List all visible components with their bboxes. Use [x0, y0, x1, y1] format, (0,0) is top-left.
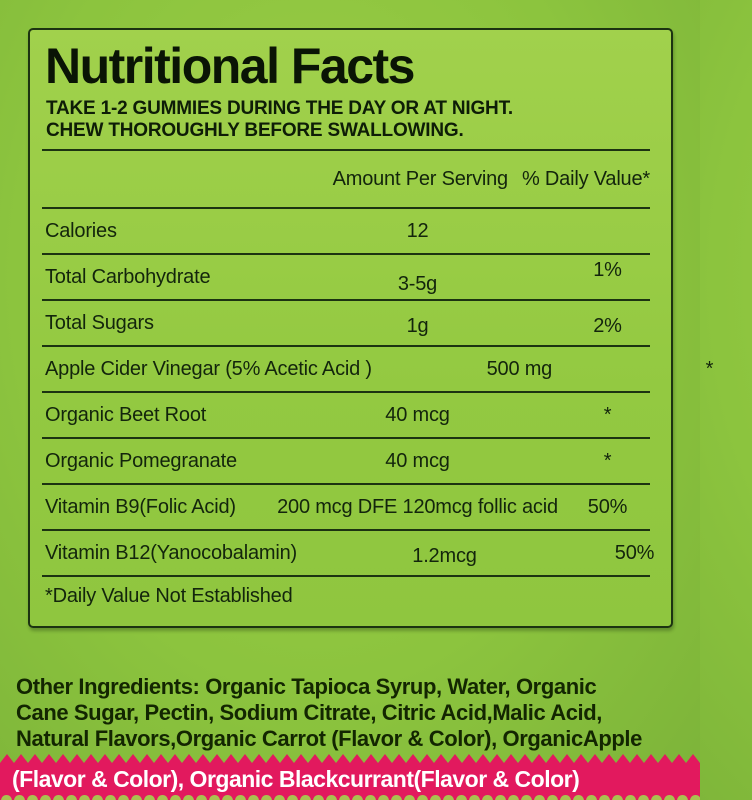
- row-label: Calories: [45, 219, 117, 242]
- panel-title: Nutritional Facts: [45, 38, 414, 94]
- table-row-pomegranate: [42, 437, 650, 483]
- row-label: Total Carbohydrate: [45, 265, 211, 288]
- zigzag-trim-top: [0, 754, 700, 763]
- row-amount: 3-5g: [397, 272, 438, 295]
- table-row-vitamin-b9: [42, 483, 650, 529]
- amount-per-serving-header: Amount Per Serving: [332, 167, 508, 190]
- row-daily-value: 50%: [614, 541, 655, 564]
- row-label: Organic Beet Root: [45, 403, 207, 426]
- pink-ribbon: [0, 763, 700, 800]
- row-amount: 200 mcg DFE 120mcg follic acid: [277, 495, 558, 518]
- table-row-calories: [42, 207, 650, 253]
- row-daily-value: *: [705, 357, 714, 380]
- ingredients-line-2: Cane Sugar, Pectin, Sodium Citrate, Citric Acid,Malic Acid,: [16, 700, 603, 725]
- row-amount: 40 mcg: [385, 449, 450, 472]
- row-amount: 40 mcg: [385, 403, 450, 426]
- table-column-headers: [42, 149, 650, 207]
- row-daily-value: *: [603, 403, 612, 426]
- directions-line-1: TAKE 1-2 GUMMIES DURING THE DAY OR AT NIGHT.: [46, 98, 513, 119]
- ingredients-highlight-line: (Flavor & Color), Organic Blackcurrant(Flavor & Color): [12, 766, 580, 792]
- row-amount: 12: [406, 219, 429, 242]
- nutrition-table: [42, 149, 714, 626]
- row-amount: 1g: [406, 314, 429, 337]
- row-amount: 500 mg: [486, 357, 553, 380]
- row-label: Apple Cider Vinegar (5% Acetic Acid ): [45, 357, 372, 380]
- daily-value-header: % Daily Value*: [521, 167, 650, 190]
- ingredients-line-3: Natural Flavors,Organic Carrot (Flavor & Color), OrganicApple: [16, 726, 642, 751]
- directions-line-2: CHEW THOROUGHLY BEFORE SWALLOWING.: [46, 120, 464, 141]
- table-row-vitamin-b12: [42, 529, 655, 575]
- row-label: Total Sugars: [45, 311, 154, 334]
- table-row-total-sugars: [42, 299, 650, 345]
- nutrition-facts-panel: [28, 28, 714, 628]
- row-amount: 1.2mcg: [412, 544, 477, 567]
- directions: [46, 98, 650, 142]
- row-daily-value: 1%: [593, 258, 622, 281]
- row-daily-value: 2%: [593, 314, 622, 337]
- ingredients-line-1: Other Ingredients: Organic Tapioca Syrup, Water, Organic: [16, 674, 597, 699]
- table-footnote-row: [42, 575, 650, 626]
- table-row-beet-root: [42, 391, 650, 437]
- panel-header: [42, 30, 650, 149]
- row-label: Organic Pomegranate: [45, 449, 237, 472]
- table-row-total-carbohydrate: [42, 253, 650, 299]
- row-label: Vitamin B9(Folic Acid): [45, 495, 236, 518]
- table-row-apple-cider-vinegar: [42, 345, 714, 391]
- other-ingredients: [16, 674, 688, 752]
- scallop-trim-bottom: [0, 793, 700, 800]
- daily-value-footnote: *Daily Value Not Established: [45, 585, 293, 607]
- row-daily-value: *: [603, 449, 612, 472]
- row-label: Vitamin B12(Yanocobalamin): [45, 541, 297, 564]
- row-daily-value: 50%: [587, 495, 628, 518]
